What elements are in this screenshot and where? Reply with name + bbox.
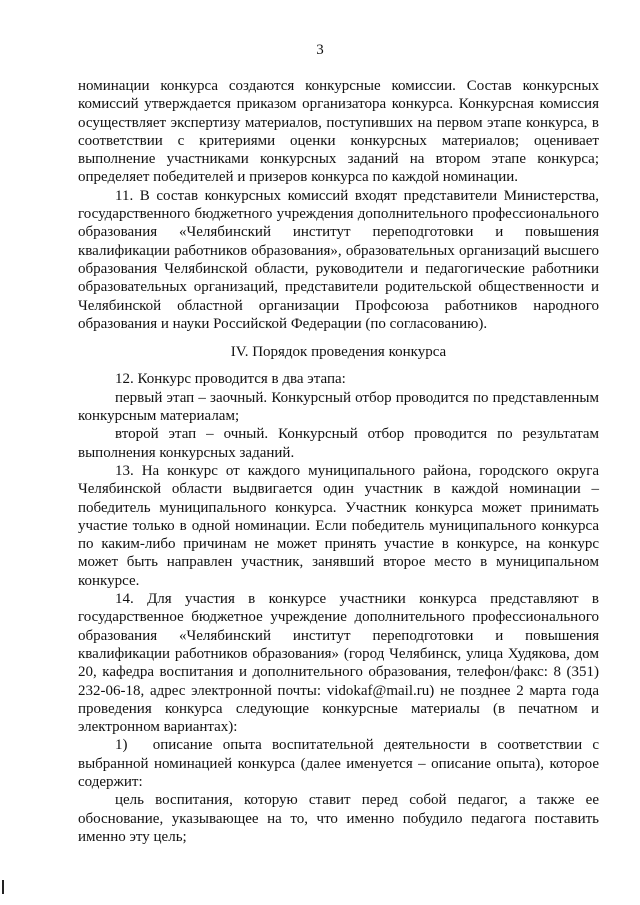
paragraph-12-stages: 12. Конкурс проводится в два этапа: [115,371,346,388]
paragraph-11-commission-composition: 11. В состав конкурсных комиссий входят представители Министерства, государственного бюджетного учреждения дополнительного профессионального образования «Челябинский институт переподготовки и повышения квалификации работников образования», образовательных организаций высшего образования Челябинской области, руководители и педагогические работники образовательных организаций, представители родительской общественности и Челябинской областной организации Профсоюза работников народного образования и науки Российской Федерации (по согласованию). [78,187,599,332]
section-heading-iv: IV. Порядок проведения конкурса [230,344,447,361]
paragraph-first-stage: первый этап – заочный. Конкурсный отбор проводится по представленным конкурсным материалам; [78,389,599,425]
page-number: 3 [316,42,324,58]
document-body [78,77,599,846]
list-item-1-experience-description: 1) описание опыта воспитательной деятельности в соответствии с выбранной номинацией конкурса (далее именуется – описание опыта), которое содержит: [78,737,599,790]
scan-edge-mark [2,880,4,894]
paragraph-13-participants: 13. На конкурс от каждого муниципального района, городского округа Челябинской области выдвигается один участник в каждой номинации – победитель муниципального конкурса. Участник конкурса может принимать участие только в одной номинации. Если победитель муниципального конкурса по каким-либо причинам не может принять участие в конкурсе, на конкурс может быть направлен участник, занявший второе место в муниципальном конкурсе. [78,462,599,589]
paragraph-second-stage: второй этап – очный. Конкурсный отбор проводится по результатам выполнения конкурсных заданий. [78,426,599,461]
paragraph-14-submission: 14. Для участия в конкурсе участники конкурса представляют в государственное бюджетное учреждение дополнительного профессионального образования «Челябинский институт переподготовки и повышения квалификации работников образования» (город Челябинск, улица Худякова, дом 20, кафедра воспитания и дополнительного образования, телефон/факс: 8 (351) 232-06-18, адрес электронной почты: vidokaf@mail.ru) не позднее 2 марта года проведения конкурса следующие конкурсные материалы (в печатном и электронном вариантах): [78,591,599,736]
paragraph-education-goal: цель воспитания, которую ставит перед собой педагог, а также ее обоснование, указывающее на то, что именно побудило педагога поставить именно эту цель; [78,792,599,845]
paragraph-commissions-continued: номинации конкурса создаются конкурсные комиссии. Состав конкурсных комиссий утверждается приказом организатора конкурса. Конкурсная комиссия осуществляет экспертизу материалов, поступивших на первом этапе конкурса, в соответствии с критериями оценки конкурсных материалов; оценивает выполнение участниками конкурсных заданий на втором этапе конкурса; определяет победителей и призеров конкурса по каждой номинации. [78,78,599,186]
